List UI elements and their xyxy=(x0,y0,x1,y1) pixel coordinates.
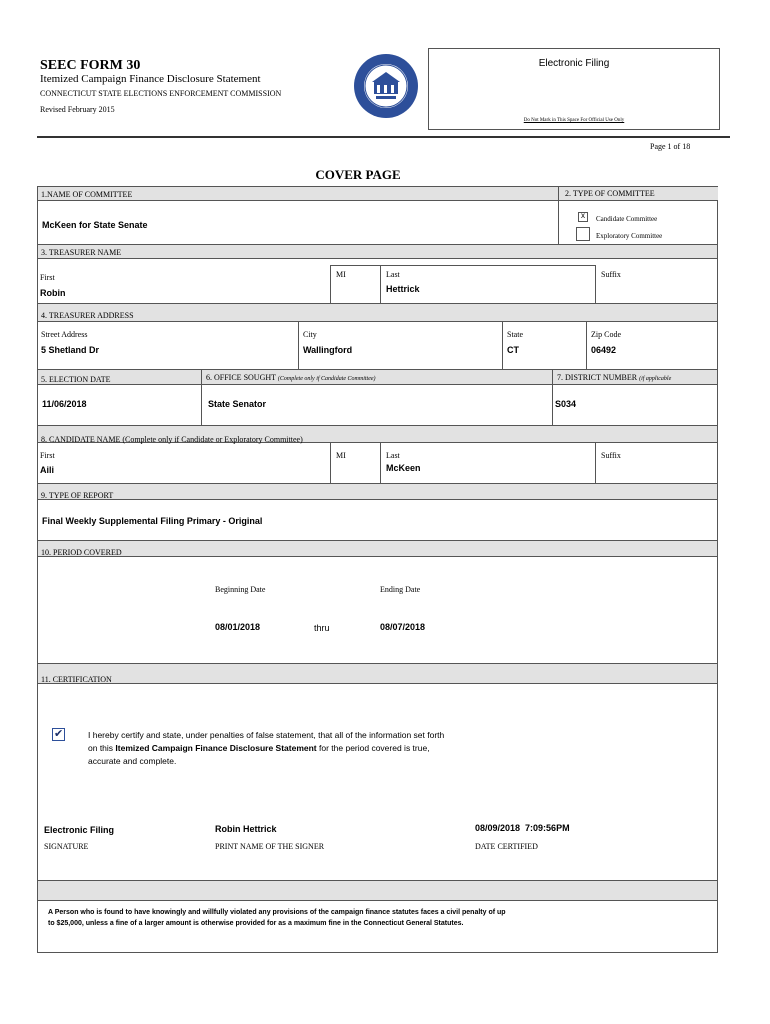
certification-section-label: 11. CERTIFICATION xyxy=(41,675,112,684)
divider-mi xyxy=(330,443,331,483)
office-sought-value: State Senator xyxy=(208,399,267,409)
period-section-label: 10. PERIOD COVERED xyxy=(41,548,122,557)
border-left xyxy=(37,500,38,540)
treasurer-section-label: 3. TREASURER NAME xyxy=(41,248,122,257)
divider-last xyxy=(380,443,381,483)
zip-value: 06492 xyxy=(591,345,617,355)
treasurer-last-value: Hettrick xyxy=(386,284,420,294)
divider-zip xyxy=(586,322,587,369)
district-value: S034 xyxy=(555,399,577,409)
section-header-certification xyxy=(37,663,718,684)
cover-page-title: COVER PAGE xyxy=(315,167,401,182)
form-title: SEEC FORM 30 xyxy=(40,58,141,73)
electronic-filing-box xyxy=(428,48,720,130)
revised-date: Revised February 2015 xyxy=(40,105,115,114)
header-divider xyxy=(37,136,730,138)
district-header xyxy=(552,370,717,384)
border-left xyxy=(37,200,38,244)
divider-mi xyxy=(330,265,331,303)
treasurer-mi-label: MI xyxy=(336,270,346,279)
checkmark-icon: ✔ xyxy=(54,728,64,740)
cert-line2-bold: Itemized Campaign Finance Disclosure Statement xyxy=(115,743,317,753)
committee-name-value: McKeen for State Senate xyxy=(42,220,148,230)
penalty-text-line2: to $25,000, unless a fine of a larger amount is otherwise provided for as a maximum fine in the Connecticut General Statutes. xyxy=(48,920,464,927)
exploratory-committee-label: Exploratory Committee xyxy=(596,232,663,240)
street-value: 5 Shetland Dr xyxy=(41,345,100,355)
divider-office xyxy=(201,385,202,425)
committee-type-label: 2. TYPE OF COMMITTEE xyxy=(565,189,655,198)
cert-line2-post: for the period covered is true, xyxy=(316,743,430,753)
candidate-section-label: 8. CANDIDATE NAME (Complete only if Candidate or Exploratory Committee) xyxy=(41,435,303,444)
address-section-label: 4. TREASURER ADDRESS xyxy=(41,311,134,320)
signature-label: SIGNATURE xyxy=(44,842,89,851)
treasurer-first-label: First xyxy=(40,273,55,282)
penalty-text-line1: A Person who is found to have knowingly and willfully violated any provisions of the campaign finance statutes faces a civil penalty of up xyxy=(48,909,506,916)
zip-label: Zip Code xyxy=(591,330,621,339)
state-label: State xyxy=(507,330,523,339)
candidate-suffix-label: Suffix xyxy=(601,451,621,460)
section-header-report xyxy=(37,483,718,500)
blank-band xyxy=(37,880,718,901)
state-seal-logo xyxy=(352,52,420,120)
filing-box-title: Electronic Filing xyxy=(538,58,610,69)
treasurer-last-label: Last xyxy=(386,270,400,279)
border-left xyxy=(37,259,38,303)
section-header-treasurer xyxy=(37,244,718,259)
state-value: CT xyxy=(507,345,519,355)
agency-name: CONNECTICUT STATE ELECTIONS ENFORCEMENT COMMISSION xyxy=(40,89,282,98)
committee-section-label: 1.NAME OF COMMITTEE xyxy=(41,190,133,199)
signer-name-value: Robin Hettrick xyxy=(215,824,277,834)
divider-committee xyxy=(558,200,559,244)
divider-suffix xyxy=(595,443,596,483)
border-left xyxy=(37,322,38,369)
border-left xyxy=(37,443,38,483)
election-date-label: 5. ELECTION DATE xyxy=(41,375,111,384)
end-date-value: 08/07/2018 xyxy=(380,622,426,632)
divider-city xyxy=(298,322,299,369)
border-right xyxy=(717,557,718,663)
official-use-note: Do Not Mark in This Space For Official Use Only xyxy=(523,118,625,123)
district-label: 7. DISTRICT NUMBER xyxy=(557,373,638,382)
signer-name-label: PRINT NAME OF THE SIGNER xyxy=(215,842,325,851)
section-header-candidate xyxy=(37,425,718,443)
exploratory-committee-checkbox[interactable] xyxy=(576,227,590,241)
certification-text-line2 xyxy=(88,743,430,753)
form-bottom-border xyxy=(37,952,718,953)
candidate-last-label: Last xyxy=(386,451,400,460)
treasurer-suffix-label: Suffix xyxy=(601,270,621,279)
street-label: Street Address xyxy=(41,330,88,339)
candidate-last-value: McKeen xyxy=(386,463,421,473)
candidate-mark: x xyxy=(581,211,585,220)
candidate-first-label: First xyxy=(40,451,55,460)
date-certified-value: 08/09/2018 7:09:56PM xyxy=(475,823,570,833)
cert-line2-pre: on this xyxy=(88,743,116,753)
election-date-value: 11/06/2018 xyxy=(42,399,87,409)
certify-checkbox[interactable] xyxy=(52,728,65,741)
candidate-first-value: Aili xyxy=(40,465,55,475)
border-left xyxy=(37,557,38,663)
section-header-address xyxy=(37,303,718,322)
begin-date-value: 08/01/2018 xyxy=(215,622,261,632)
border-right xyxy=(717,200,718,244)
district-note: (if applicable xyxy=(639,376,672,382)
section-header-period xyxy=(37,540,718,557)
form-subtitle: Itemized Campaign Finance Disclosure Statement xyxy=(40,73,261,85)
divider-state xyxy=(502,322,503,369)
border-right xyxy=(717,443,718,483)
begin-date-label: Beginning Date xyxy=(215,585,266,594)
committee-type-header xyxy=(558,187,718,200)
page-number: Page 1 of 18 xyxy=(650,142,691,151)
city-value: Wallingford xyxy=(303,345,353,355)
city-label: City xyxy=(303,330,317,339)
border-right xyxy=(717,684,718,953)
border-right xyxy=(717,500,718,540)
office-sought-note: (Complete only if Candidate Committee) xyxy=(277,376,376,382)
certification-text-line1: I hereby certify and state, under penalties of false statement, that all of the information set forth xyxy=(88,730,445,740)
candidate-committee-checkbox[interactable] xyxy=(578,212,588,222)
treasurer-first-value: Robin xyxy=(40,288,66,298)
border-right xyxy=(717,322,718,369)
border-right xyxy=(717,385,718,425)
certification-text-line3: accurate and complete. xyxy=(88,756,177,766)
thru-label: thru xyxy=(314,623,330,633)
border-right xyxy=(717,259,718,303)
border-left xyxy=(37,385,38,425)
report-section-label: 9. TYPE OF REPORT xyxy=(41,491,114,500)
border-left xyxy=(37,684,38,953)
report-type-value: Final Weekly Supplemental Filing Primary - Original xyxy=(42,516,263,526)
divider-district xyxy=(552,385,553,425)
office-sought-label: 6. OFFICE SOUGHT xyxy=(206,373,276,382)
end-date-label: Ending Date xyxy=(380,585,421,594)
office-sought-header xyxy=(201,370,552,384)
divider-suffix xyxy=(595,265,596,303)
candidate-mi-label: MI xyxy=(336,451,346,460)
date-certified-label: DATE CERTIFIED xyxy=(475,842,538,851)
name-top-line xyxy=(330,265,596,266)
candidate-committee-label: Candidate Committee xyxy=(596,215,658,223)
signature-value: Electronic Filing xyxy=(44,825,115,835)
divider-last xyxy=(380,265,381,303)
